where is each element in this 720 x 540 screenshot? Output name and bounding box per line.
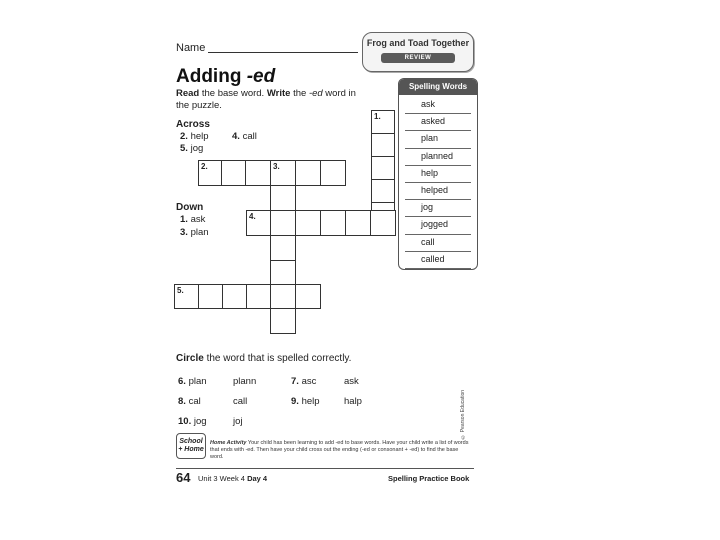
circle-item-10-b[interactable]: joj	[233, 416, 243, 427]
crossword-cell[interactable]	[371, 179, 395, 203]
crossword-cell[interactable]	[295, 160, 321, 186]
across-heading: Across	[176, 119, 210, 130]
instr-read: Read	[176, 88, 200, 99]
across-clue-2	[180, 131, 209, 142]
spelling-word: plan	[405, 131, 471, 148]
crossword-cell[interactable]	[370, 210, 396, 236]
crossword-cell-5[interactable]	[174, 284, 199, 309]
spelling-words-box	[398, 78, 478, 270]
spelling-words-title: Spelling Words	[399, 79, 477, 95]
clue-num: 3.	[180, 227, 188, 238]
instr-text1: the base word.	[199, 88, 267, 99]
cell-number: 1.	[374, 112, 381, 121]
crossword-cell-4[interactable]	[246, 210, 271, 236]
spelling-word: planned	[405, 149, 471, 166]
item-option[interactable]: help	[301, 396, 320, 407]
copyright: © Pearson Education	[460, 390, 466, 440]
instr-ed: -ed	[308, 88, 323, 99]
down-clue-3	[180, 227, 209, 238]
crossword-cell[interactable]	[270, 185, 296, 211]
review-badge: REVIEW	[381, 53, 455, 63]
instr-write: Write	[266, 88, 291, 99]
item-num: 9.	[291, 396, 299, 407]
crossword-cell[interactable]	[270, 260, 296, 285]
spelling-word: ask	[405, 97, 471, 114]
crossword-cell[interactable]	[371, 133, 395, 157]
title-main: Adding	[176, 66, 247, 87]
item-option[interactable]: cal	[188, 396, 201, 407]
spelling-word: helped	[405, 183, 471, 200]
crossword-cell[interactable]	[371, 156, 395, 180]
circle-word: Circle	[176, 353, 204, 364]
crossword-cell[interactable]	[246, 284, 271, 309]
footer-divider	[176, 468, 474, 469]
crossword-cell[interactable]	[320, 210, 346, 236]
crossword-cell[interactable]	[270, 308, 296, 334]
circle-item-7-b[interactable]: ask	[344, 376, 359, 387]
clue-word: call	[242, 131, 257, 142]
home-activity-note	[210, 440, 470, 461]
item-num: 8.	[178, 396, 186, 407]
name-line[interactable]	[208, 52, 358, 53]
circle-instructions	[176, 353, 351, 364]
clue-word: plan	[190, 227, 209, 238]
instructions	[176, 88, 366, 112]
title-ending: -ed	[246, 66, 276, 87]
item-option[interactable]: plan	[188, 376, 207, 387]
item-num: 6.	[178, 376, 186, 387]
cell-number: 3.	[273, 162, 280, 171]
circle-item-8	[178, 396, 201, 407]
crossword-cell[interactable]	[345, 210, 371, 236]
note-label: Home Activity	[210, 440, 247, 446]
cell-number: 5.	[177, 286, 184, 295]
across-clue-4	[232, 131, 257, 142]
spelling-word: jogged	[405, 217, 471, 234]
crossword-cell[interactable]	[221, 160, 246, 186]
unit-day: Day 4	[247, 474, 268, 483]
cell-number: 2.	[201, 162, 208, 171]
spelling-word: asked	[405, 114, 471, 131]
school-home-logo: School + Home	[176, 433, 206, 459]
across-clue-5	[180, 143, 203, 154]
clue-word: help	[190, 131, 209, 142]
circle-item-10	[178, 416, 207, 427]
down-heading: Down	[176, 202, 204, 213]
down-clue-1	[180, 214, 205, 225]
spelling-word: help	[405, 166, 471, 183]
circle-rest: the word that is spelled correctly.	[203, 353, 352, 364]
crossword-cell-3[interactable]	[270, 160, 296, 186]
item-option[interactable]: jog	[193, 416, 207, 427]
unit-info	[198, 474, 267, 483]
banner-title: Frog and Toad Together	[366, 38, 470, 48]
clue-word: jog	[190, 143, 204, 154]
crossword-cell-2[interactable]	[198, 160, 222, 186]
circle-item-6	[178, 376, 207, 387]
item-num: 10.	[178, 416, 192, 427]
spelling-word: called	[405, 252, 471, 269]
story-banner	[362, 32, 474, 72]
circle-item-9	[291, 396, 320, 407]
book-title: Spelling Practice Book	[388, 474, 470, 483]
note-text: Your child has been learning to add -ed to base words. Have your child write a list of words that ends with -ed. Then have your child cross out the ending (-ed or consonant + -ed) to find the base word.	[210, 440, 469, 460]
crossword-cell[interactable]	[245, 160, 271, 186]
crossword-cell-1[interactable]	[371, 110, 395, 134]
circle-item-8-b[interactable]: call	[233, 396, 248, 407]
crossword-cell[interactable]	[320, 160, 346, 186]
cell-number: 4.	[249, 212, 256, 221]
clue-word: ask	[190, 214, 206, 225]
spelling-word: jog	[405, 200, 471, 217]
circle-item-7	[291, 376, 316, 387]
item-option[interactable]: asc	[301, 376, 317, 387]
crossword-cell[interactable]	[270, 210, 296, 236]
clue-num: 4.	[232, 131, 240, 142]
instr-text2: the	[290, 88, 309, 99]
spelling-word: call	[405, 235, 471, 252]
name-label: Name	[176, 42, 206, 54]
circle-item-6-b[interactable]: plann	[233, 376, 257, 387]
spelling-words-list	[405, 97, 471, 269]
crossword-cell[interactable]	[222, 284, 247, 309]
clue-num: 5.	[180, 143, 188, 154]
instr-text3: word in the puzzle.	[176, 88, 356, 111]
crossword-cell[interactable]	[198, 284, 223, 309]
page-number: 64	[176, 470, 191, 485]
crossword-cell[interactable]	[270, 284, 296, 309]
item-num: 7.	[291, 376, 299, 387]
page-title	[176, 66, 275, 88]
crossword-cell[interactable]	[295, 284, 321, 309]
circle-item-9-b[interactable]: halp	[344, 396, 362, 407]
clue-num: 1.	[180, 214, 188, 225]
crossword-cell[interactable]	[270, 235, 296, 261]
unit-week: Unit 3 Week 4	[198, 474, 245, 483]
clue-num: 2.	[180, 131, 188, 142]
crossword-cell[interactable]	[295, 210, 321, 236]
